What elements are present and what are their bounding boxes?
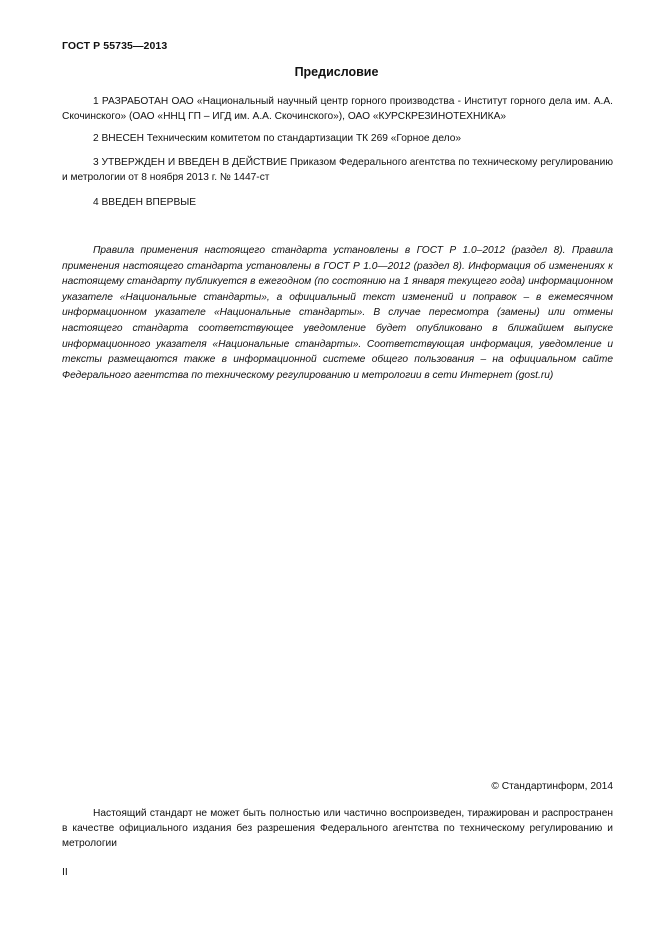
document-code: ГОСТ Р 55735—2013 xyxy=(62,40,168,52)
reproduction-notice: Настоящий стандарт не может быть полностью или частично воспроизведен, тиражирован и распространен в качестве официального издания без разрешения Федерального агентства по техническому регулированию и метрологии xyxy=(62,808,613,850)
copyright-line: © Стандартинформ, 2014 xyxy=(491,781,613,792)
paragraph-submitted-by: 2 ВНЕСЕН Техническим комитетом по стандартизации ТК 269 «Горное дело» xyxy=(93,133,462,144)
paragraph-approved: 3 УТВЕРЖДЕН И ВВЕДЕН В ДЕЙСТВИЕ Приказом Федерального агентства по техническому регулированию и метрологии от 8 ноября 2013 г. № 1447-ст xyxy=(62,157,613,183)
page-number: II xyxy=(62,866,68,878)
rules-note: Правила применения настоящего стандарта установлены в ГОСТ Р 1.0–2012 (раздел 8). Правила применения настоящего стандарта установлены в ГОСТ Р 1.0—2012 (раздел 8). Информация об изменениях к настоящему стандарту публикуется в ежегодном (по состоянию на 1 января текущего года) информационном указателе «Национальные стандарты», а официальный текст изменений и поправок – в ежемесячном информационном указателе «Национальные стандарты». В случае пересмотра (замены) или отмены настоящего стандарта соответствующее уведомление будет опубликовано в ближайшем выпуске информационного указателя «Национальные стандарты». Соответствующая информация, уведомление и тексты размещаются также в информационной системе общего пользования – на официальном сайте Федерального агентства по техническому регулированию и метрологии в сети Интернет (gost.ru) xyxy=(62,245,613,381)
paragraph-developed-by: 1 РАЗРАБОТАН ОАО «Национальный научный центр горного производства - Институт горного дела им. А.А. Скочинского» (ОАО «ННЦ ГП – ИГД им. А.А. Скочинского»), ОАО «КУРСКРЕЗИНОТЕХНИКА» xyxy=(62,96,613,122)
page-title: Предисловие xyxy=(294,65,379,79)
paragraph-introduced-first: 4 ВВЕДЕН ВПЕРВЫЕ xyxy=(93,197,197,208)
